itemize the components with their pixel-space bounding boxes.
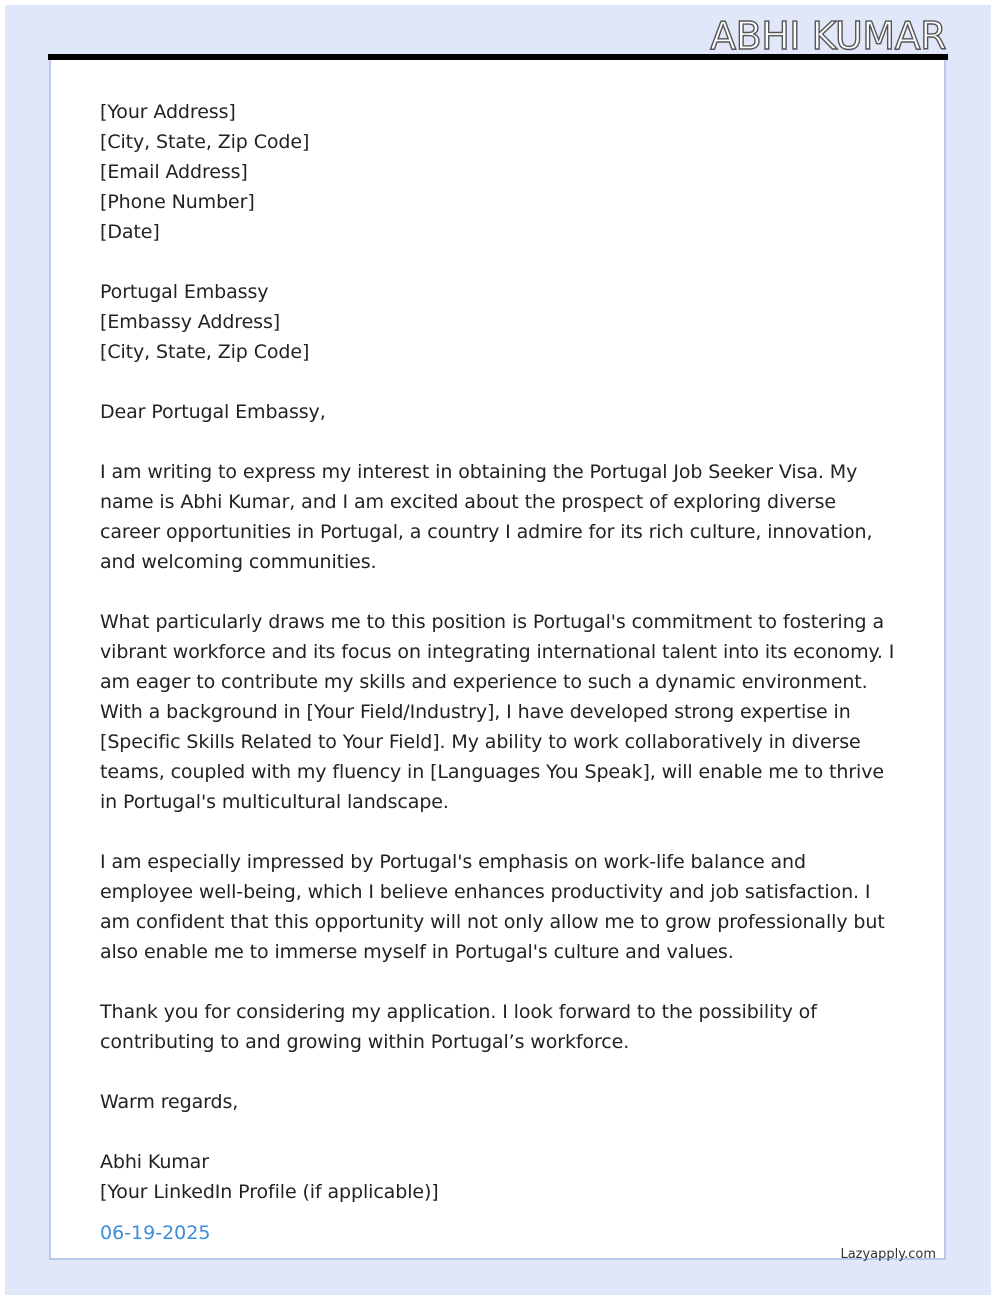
salutation: Dear Portugal Embassy, [100, 401, 326, 423]
paragraph-values: I am especially impressed by Portugal's emphasis on work-life balance and employee well-being, which I believe enhances productivity and job satisfaction. I am confident that this opportunity will not only allow me to grow professionally but also enable me to immerse myself in Portugal's culture and values. [100, 851, 885, 963]
sender-city-state-zip: [City, State, Zip Code] [100, 131, 310, 153]
sender-address: [Your Address] [100, 101, 236, 123]
footer-brand: Lazyapply.com [840, 1247, 936, 1262]
recipient-address: [Embassy Address] [100, 311, 281, 333]
sender-date: [Date] [100, 221, 160, 243]
paragraph-intro: I am writing to express my interest in obtaining the Portugal Job Seeker Visa. My name is Abhi Kumar, and I am excited about the prospect of exploring diverse career opportunities in Portugal, a country I admire for its rich culture, innovation, and welcoming communities. [100, 461, 873, 573]
signature-linkedin: [Your LinkedIn Profile (if applicable)] [100, 1181, 439, 1203]
header-name: ABHI KUMAR [710, 14, 946, 58]
sender-phone: [Phone Number] [100, 191, 255, 213]
recipient-name: Portugal Embassy [100, 281, 269, 303]
footer-date: 06-19-2025 [100, 1222, 211, 1244]
sender-email: [Email Address] [100, 161, 248, 183]
recipient-city-state-zip: [City, State, Zip Code] [100, 341, 310, 363]
paragraph-thanks: Thank you for considering my application. I look forward to the possibility of contributing to and growing within Portugal’s workforce. [100, 1001, 817, 1053]
signature-name: Abhi Kumar [100, 1151, 209, 1173]
paragraph-motivation: What particularly draws me to this position is Portugal's commitment to fostering a vibrant workforce and its focus on integrating international talent into its economy. I am eager to contribute my skills and experience to such a dynamic environment. With a background in [Your Field/Industry], I have developed strong expertise in [Specific Skills Related to Your Field]. My ability to work collaboratively in diverse teams, coupled with my fluency in [Languages You Speak], will enable me to thrive in Portugal's multicultural landscape. [100, 611, 895, 813]
letter-body [100, 97, 900, 1207]
closing: Warm regards, [100, 1091, 239, 1113]
